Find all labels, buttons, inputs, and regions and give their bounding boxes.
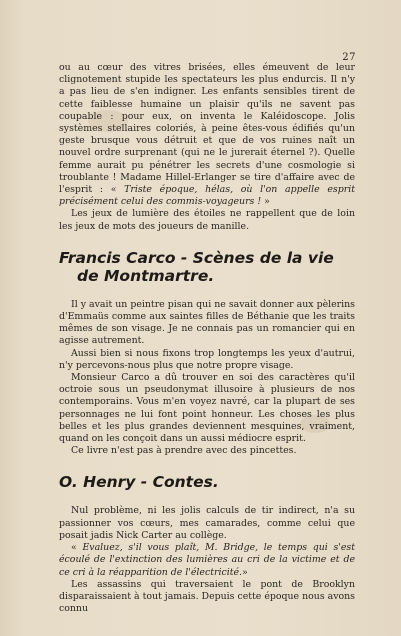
quote-close: » bbox=[261, 196, 270, 208]
paragraph: Monsieur Carco a dû trouver en soi des caractères qu'il octroie sous un pseudonymat illusoire à plusieurs de nos contemporains. Vous m'en voyez navré, car la plupart de ses personnages ne lui font point honneur. Les choses les plus belles et les plus grandes deviennent mesquines, vraiment, quand on les conçoit dans un aussi médiocre esprit. bbox=[59, 372, 355, 445]
quote-open: « bbox=[71, 542, 83, 554]
paragraph: Ce livre n'est pas à prendre avec des pincettes. bbox=[71, 445, 297, 457]
paragraph: Il y avait un peintre pisan qui ne savait donner aux pèlerins d'Emmaüs comme aux saintes filles de Béthanie que les traits mêmes de son visage. Je ne connais pas un romancier qui en agisse autrement. bbox=[59, 298, 355, 347]
section-heading-carco bbox=[59, 249, 355, 285]
paragraph bbox=[59, 62, 355, 208]
heading-line: O. Henry - Contes. bbox=[59, 473, 219, 492]
quote-close: .» bbox=[239, 566, 248, 578]
quote-italic: Triste époque, hélas, où l'on appelle esprit précisément celui des commis-voyageurs ! bbox=[59, 184, 355, 208]
paragraph: Nul problème, ni les jolis calculs de tir indirect, n'a su passionner vos cœurs, mes camarades, comme celui que posait jadis Nick Carter au collège. bbox=[59, 505, 355, 541]
heading-line: Francis Carco - Scènes de la vie bbox=[59, 248, 334, 267]
page-text bbox=[59, 62, 355, 615]
paragraph-text: ou au cœur des vitres brisées, elles émeuvent de leur clignotement stupide les spectateurs les plus endurcis. Il n'y a pas lieu de s'en indigner. Les enfants sensibles tirent de cette faiblesse humaine un plaisir qu'ils ne savent pas coupable : pour eux, on inventa le Kaléidoscope. Jolis systèmes stellaires coloriés, à peine êtes-vous édifiés qu'un geste brusque vous détruit et que de vos ruines naît un nouvel ordre surprenant (qui ne le jurerait éternel ?). Quelle femme aurait pu pénétrer les secrets d'une cosmologie si troublante ! Madame Hillel-Erlanger se tire d'affaire avec de l'esprit : « bbox=[59, 62, 355, 196]
paragraph: Aussi bien si nous fixons trop longtemps les yeux d'autrui, n'y percevons-nous plus que notre propre visage. bbox=[59, 347, 355, 371]
paragraph: Les jeux de lumière des étoiles ne rappellent que de loin les jeux de mots des joueurs de manille. bbox=[59, 208, 355, 232]
section-heading-henry bbox=[59, 473, 355, 491]
paragraph: Les assassins qui traversaient le pont de Brooklyn disparaissaient à tout jamais. Depuis cette époque nous avons connu bbox=[59, 578, 355, 615]
page-number: 27 bbox=[342, 52, 356, 63]
heading-line: de Montmartre. bbox=[77, 266, 215, 285]
paragraph bbox=[59, 542, 355, 579]
quote-italic: Evaluez, s'il vous plaît, M. Bridge, le temps qui s'est écoulé de l'extinction des lumières au cri de la victime et de ce cri à la réapparition de l'électricité bbox=[59, 542, 355, 578]
